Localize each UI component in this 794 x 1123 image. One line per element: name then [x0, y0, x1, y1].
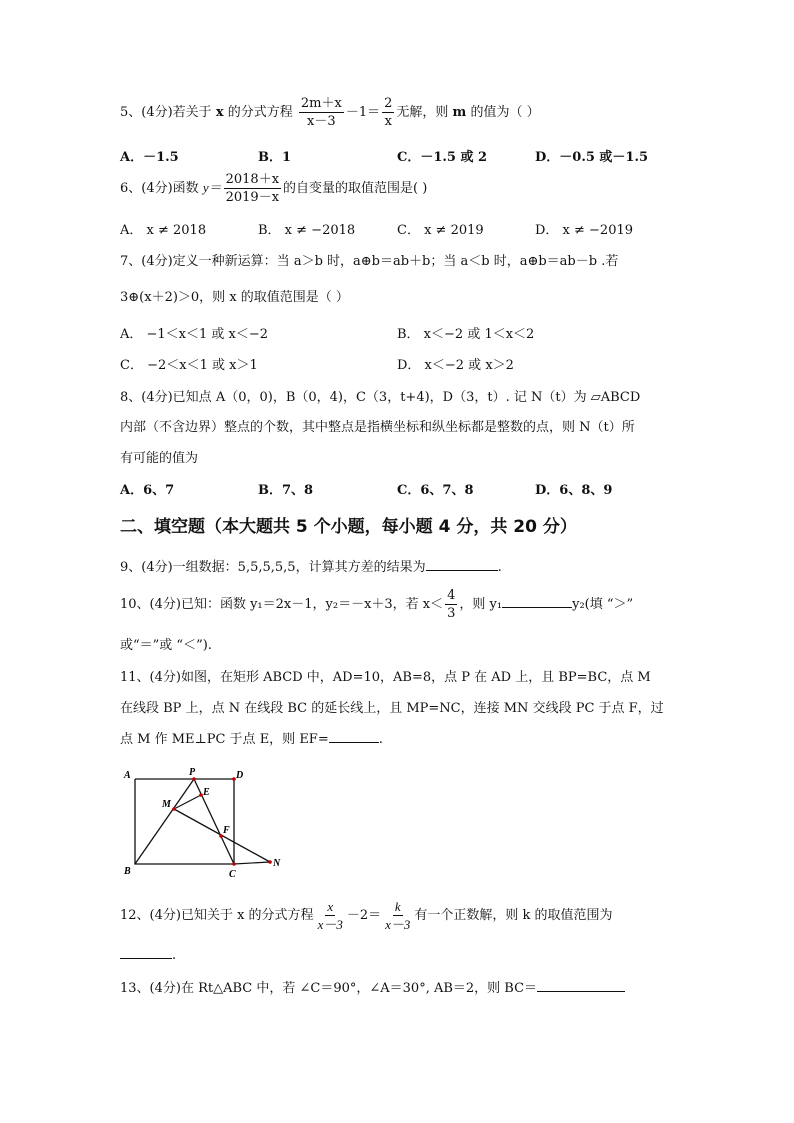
- q5-option-a: A．－1.5: [120, 150, 179, 165]
- question-8-line-1: 8、(4分)已知点 A（0，0)，B（0，4)，C（3，t+4)，D（3，t）. 记 N（t）为 ▱ABCD: [120, 390, 641, 405]
- point-n: [268, 860, 272, 864]
- question-12-line-2: .: [120, 946, 176, 963]
- segment-pc: [194, 779, 234, 864]
- q9-answer-blank: [426, 558, 498, 571]
- q7-option-d: D． x＜−2 或 x＞2: [397, 358, 514, 373]
- label-p: P: [189, 767, 196, 778]
- question-12: 12、(4分)已知关于 x 的分式方程 $\frac{x}{x-3}$ －2＝ $\frac{k}{x-3}$ 有一个正数解，则 k 的取值范围为: [120, 899, 613, 932]
- q12-fraction-2: $\frac{k}{x-3}$: [385, 899, 411, 932]
- q8-option-d: D．6、8、9: [535, 483, 613, 498]
- question-7-line-2: 3⊕(x＋2)＞0，则 x 的取值范围是（ ）: [120, 290, 349, 305]
- q13-answer-blank: [537, 979, 625, 992]
- q5-fraction-1: $\frac{2m+x}{x-3}$: [300, 96, 342, 129]
- question-11-line-3: 点 M 作 ME⊥PC 于点 E，则 EF= .: [120, 732, 383, 747]
- q5-option-d: D．－0.5 或－1.5: [535, 150, 649, 165]
- segment-bp: [135, 779, 194, 864]
- label-m: M: [162, 799, 171, 810]
- q6-fraction: $\frac{2018+x}{2019-x}$: [225, 172, 280, 205]
- q10-answer-blank: [502, 595, 572, 608]
- q12-fraction-1: $\frac{x}{x-3}$: [317, 899, 343, 932]
- q6-option-b: B． x ≠ −2018: [258, 223, 356, 238]
- question-6: 6、(4分)函数 y＝ $\frac{2018+x}{2019-x}$ 的自变量的取值范围是( ): [120, 172, 428, 205]
- question-7-line-1: 7、(4分)定义一种新运算：当 a＞b 时，a⊕b＝ab＋b；当 a＜b 时，a⊕b＝ab－b .若: [120, 254, 619, 269]
- label-n: N: [273, 858, 281, 869]
- label-f: F: [223, 825, 230, 836]
- q6-option-a: A． x ≠ 2018: [120, 223, 207, 238]
- label-c: C: [229, 869, 236, 880]
- label-d: D: [236, 770, 244, 781]
- label-e: E: [203, 787, 210, 798]
- label-a: A: [124, 770, 131, 781]
- section-2-heading: 二、填空题（本大题共 5 个小题，每小题 4 分，共 20 分）: [120, 517, 577, 537]
- q8-option-a: A．6、7: [120, 483, 175, 498]
- q11-rectangle-figure: [118, 765, 293, 880]
- question-8-line-2: 内部（不含边界）整点的个数，其中整点是指横坐标和纵坐标都是整数的点，则 N（t）所: [120, 420, 635, 435]
- point-c: [232, 862, 236, 866]
- q8-option-c: C．6、7、8: [397, 483, 474, 498]
- q5-fraction-2: $\frac{2}{x}$: [384, 96, 393, 129]
- q7-option-a: A． −1＜x＜1 或 x＜−2: [120, 327, 269, 342]
- question-9: 9、(4分)一组数据：5,5,5,5,5，计算其方差的结果为 .: [120, 560, 502, 575]
- q5-option-b: B．1: [258, 150, 292, 165]
- question-13: 13、(4分)在 Rt△ABC 中，若 ∠C＝90°，∠A＝30°, AB＝2，则 BC＝: [120, 977, 625, 996]
- q6-option-c: C． x ≠ 2019: [397, 223, 484, 238]
- segment-cn: [234, 862, 270, 864]
- question-10: 10、(4分)已知：函数 y₁＝2x－1，y₂＝－x＋3，若 x＜ $\frac{4}{3}$ ，则 y₁ y₂(填 “＞”: [120, 588, 634, 621]
- q5-option-c: C．－1.5 或 2: [397, 150, 488, 165]
- q6-option-d: D． x ≠ −2019: [535, 223, 634, 238]
- point-m: [172, 807, 176, 811]
- label-b: B: [124, 866, 131, 877]
- question-11-line-2: 在线段 BP 上，点 N 在线段 BC 的延长线上，且 MP=NC，连接 MN 交线段 PC 于点 F，过: [120, 701, 664, 716]
- question-8-line-3: 有可能的值为: [120, 451, 199, 466]
- question-10-line-2: 或“＝”或 “＜”).: [120, 638, 212, 653]
- q11-answer-blank: [329, 730, 379, 743]
- q12-answer-blank: [120, 946, 172, 959]
- q7-option-b: B． x＜−2 或 1＜x＜2: [397, 327, 535, 342]
- question-11-line-1: 11、(4分)如图，在矩形 ABCD 中，AD=10，AB=8，点 P 在 AD 上，且 BP=BC，点 M: [120, 670, 651, 685]
- q10-fraction: $\frac{4}{3}$: [447, 588, 456, 621]
- q7-option-c: C． −2＜x＜1 或 x＞1: [120, 358, 258, 373]
- question-5: 5、(4分)若关于 x 的分式方程 $\frac{2m+x}{x-3}$ －1＝ $\frac{2}{x}$ 无解，则 m 的值为（ ）: [120, 96, 540, 129]
- q8-option-b: B．7、8: [258, 483, 314, 498]
